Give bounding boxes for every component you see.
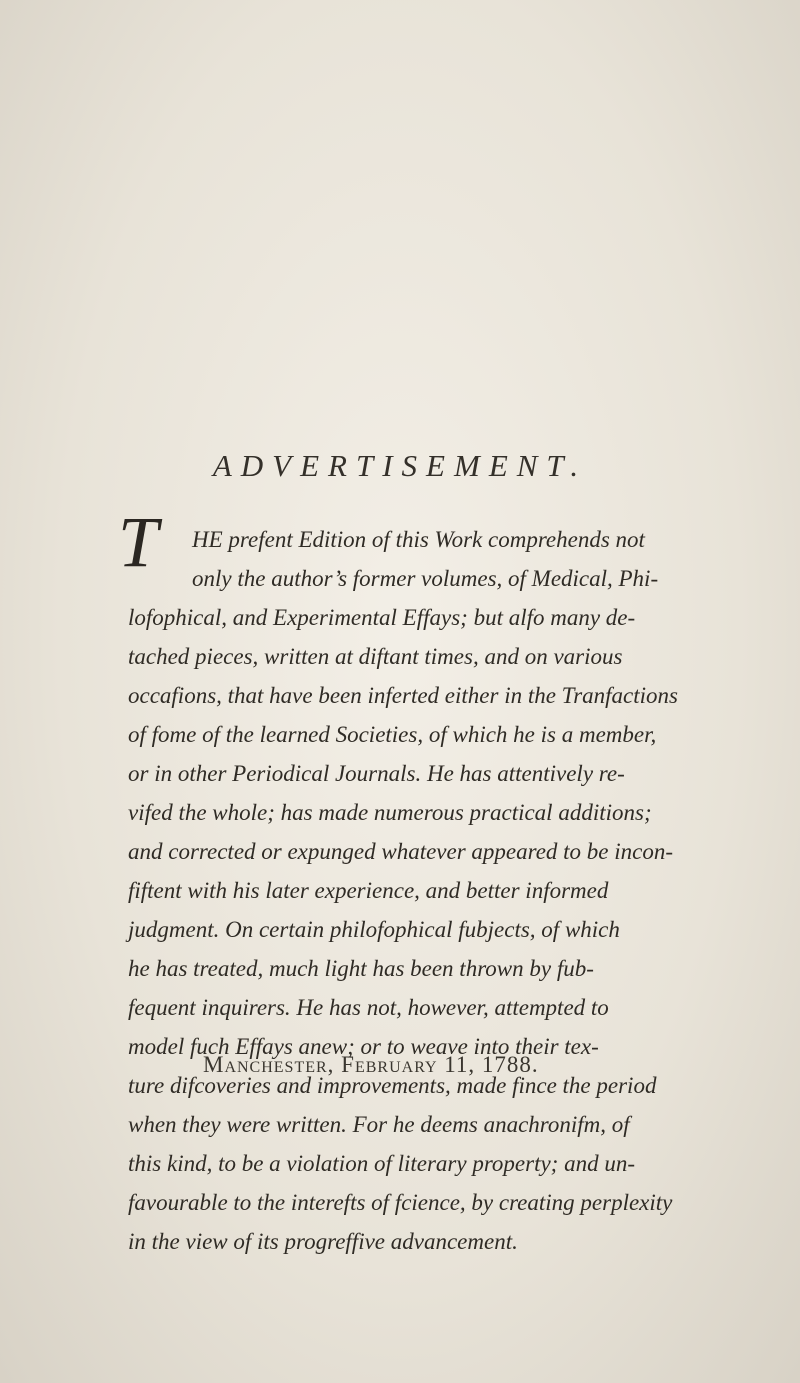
text-line-2: only the author’s former volumes, of Medical, Phi- <box>192 566 659 591</box>
text-line-17: this kind, to be a violation of literary property; and un- <box>128 1151 635 1176</box>
text-line-9: and corrected or expunged whatever appeared to be incon- <box>128 839 674 864</box>
dateline-text: Manchester, February 11, 1788. <box>203 1052 539 1077</box>
text-line-11: judgment. On certain philofophical fubjects, of which <box>128 917 620 942</box>
text-line-5: occafions, that have been inferted either in the Tranfactions <box>128 683 678 708</box>
drop-cap: T <box>118 502 159 582</box>
dateline <box>203 1052 539 1078</box>
text-line-13: fequent inquirers. He has not, however, attempted to <box>128 995 609 1020</box>
text-line-6: of fome of the learned Societies, of which he is a member, <box>128 722 657 747</box>
text-line-15: ture difcoveries and improvements, made fince the period <box>128 1073 657 1098</box>
text-line-19: in the view of its progreffive advancement. <box>128 1229 518 1254</box>
text-line-10: fiftent with his later experience, and better informed <box>128 878 609 903</box>
text-line-18: favourable to the interefts of fcience, by creating perplexity <box>128 1190 673 1215</box>
text-line-1: HE prefent Edition of this Work comprehends not <box>192 527 645 552</box>
text-line-14: model fuch Effays anew; or to weave into their tex- <box>128 1034 599 1059</box>
text-line-7: or in other Periodical Journals. He has attentively re- <box>128 761 625 786</box>
text-line-12: he has treated, much light has been thrown by fub- <box>128 956 594 981</box>
text-line-3: lofophical, and Experimental Effays; but alfo many de- <box>128 605 636 630</box>
text-line-4: tached pieces, written at diftant times, and on various <box>128 644 623 669</box>
text-line-8: vifed the whole; has made numerous practical additions; <box>128 800 652 825</box>
text-line-16: when they were written. For he deems anachronifm, of <box>128 1112 630 1137</box>
page-heading: ADVERTISEMENT. <box>212 448 588 483</box>
